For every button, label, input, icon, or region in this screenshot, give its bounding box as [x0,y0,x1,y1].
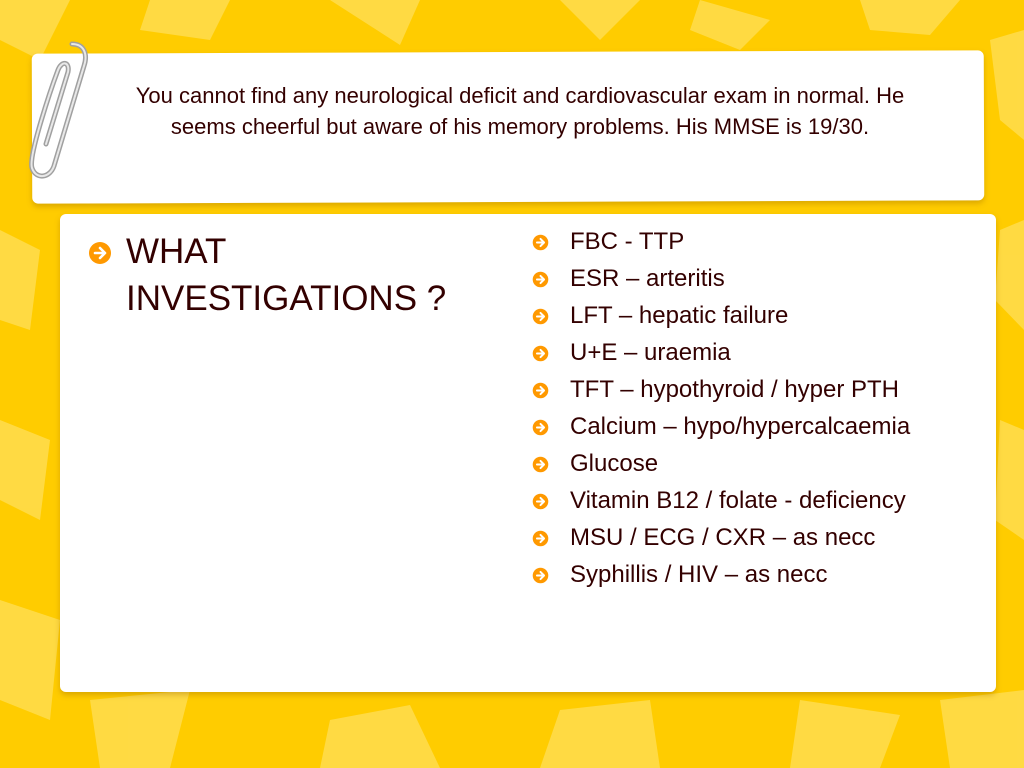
arrow-circle-icon [532,567,549,584]
list-item-text: U+E – uraemia [570,339,731,366]
list-item-text: Glucose [570,450,659,477]
right-bullet-list [530,226,970,596]
left-bullet-list [86,228,506,322]
list-item [530,226,970,257]
arrow-circle-icon [532,456,549,473]
list-item-text: WHAT INVESTIGATIONS ? [126,232,447,318]
arrow-circle-icon [532,382,549,399]
list-item [530,337,970,368]
list-item [530,300,970,331]
list-item [530,374,970,405]
list-item-text: MSU / ECG / CXR – as necc [570,524,876,551]
list-item [530,263,970,294]
arrow-circle-icon [532,234,549,251]
list-item-text: ESR – arteritis [570,265,725,292]
list-item-text: LFT – hepatic failure [570,302,789,329]
list-item [530,411,970,442]
list-item-text: FBC - TTP [570,228,685,255]
arrow-circle-icon [532,308,549,325]
arrow-circle-icon [532,345,549,362]
list-item [530,485,970,516]
list-item [86,228,506,322]
list-item [530,522,970,553]
arrow-circle-icon [532,419,549,436]
list-item-text: Calcium – hypo/hypercalcaemia [570,413,911,440]
arrow-circle-icon [88,241,112,265]
list-item-text: Syphillis / HIV – as necc [570,561,828,588]
arrow-circle-icon [532,530,549,547]
list-item-text: Vitamin B12 / folate - deficiency [570,487,906,514]
arrow-circle-icon [532,493,549,510]
list-item [530,448,970,479]
paperclip-icon [14,36,94,186]
list-item-text: TFT – hypothyroid / hyper PTH [570,376,900,403]
list-item [530,559,970,590]
slide-title: You cannot find any neurological deficit and cardiovascular exam in normal. He seems cheerful but aware of his memory problems. His MMSE is 19/30. [135,83,905,139]
arrow-circle-icon [532,271,549,288]
